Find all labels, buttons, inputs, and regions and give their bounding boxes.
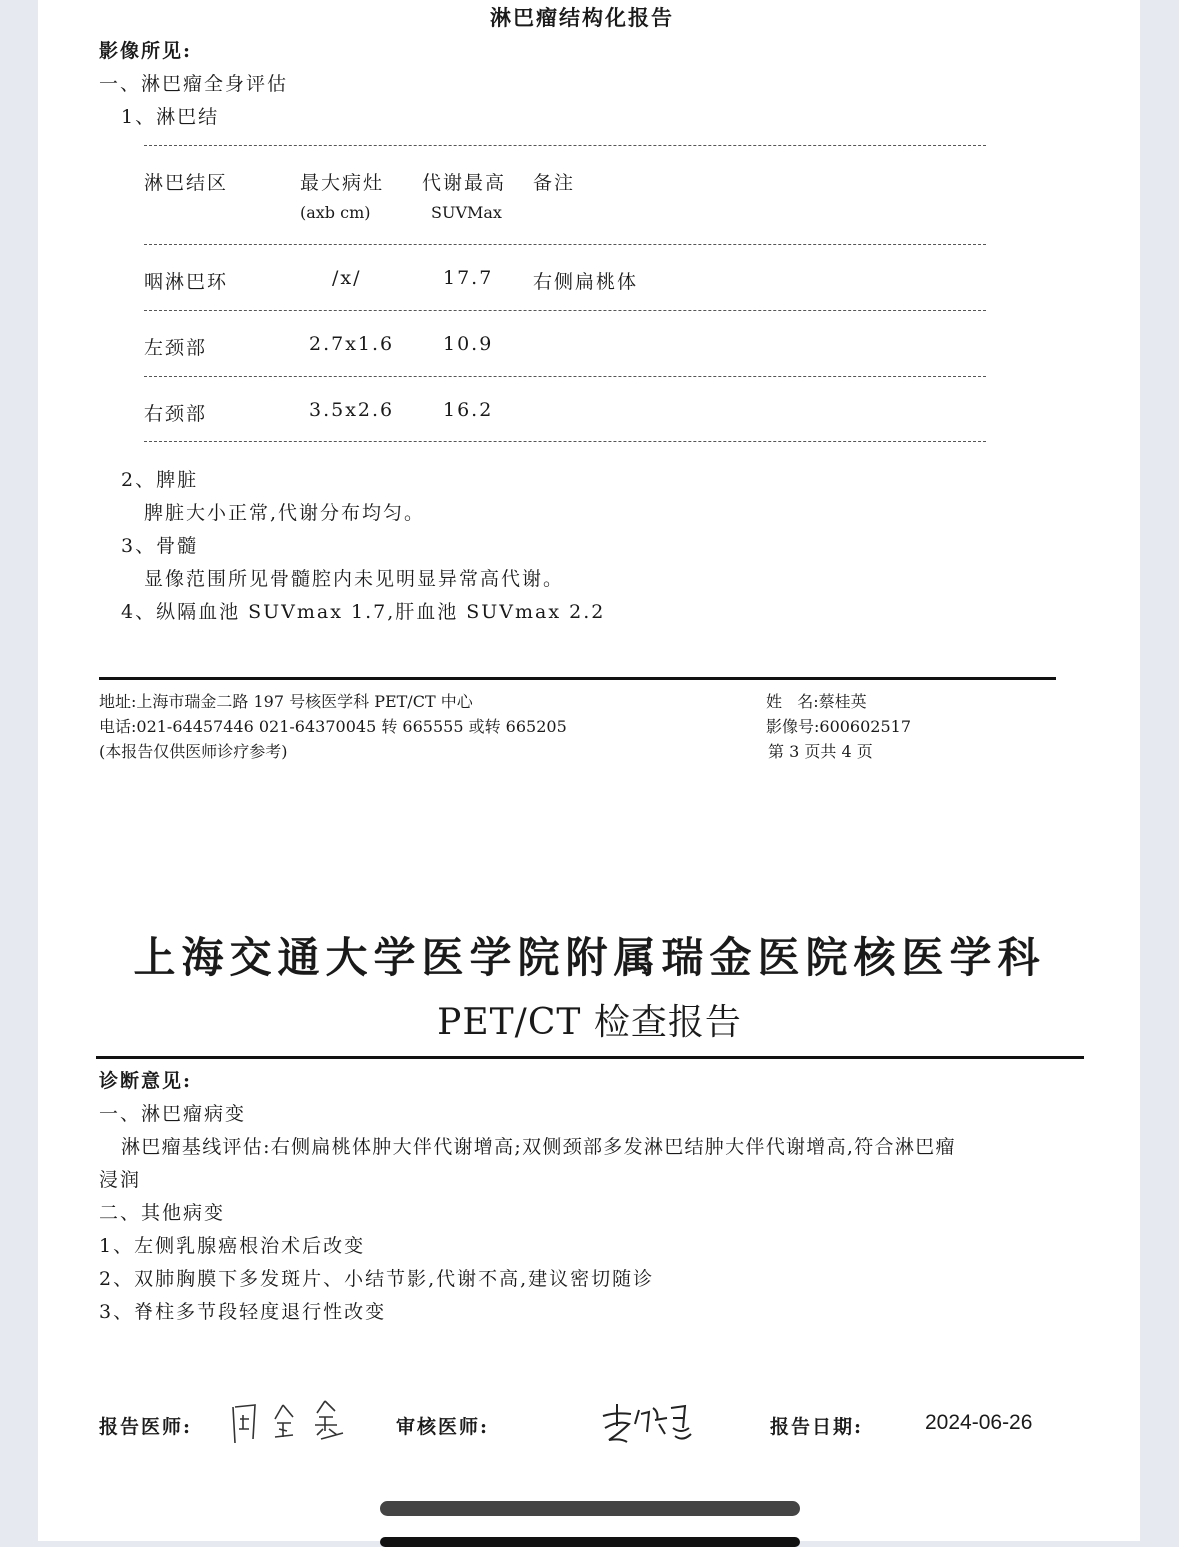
footer-disclaimer: (本报告仅供医师诊疗参考) (99, 742, 288, 761)
table-header-size: 最大病灶 (300, 172, 385, 194)
diagnosis-line: 淋巴瘤基线评估:右侧扁桃体肿大伴代谢增高;双侧颈部多发淋巴结肿大伴代谢增高,符合淋巴瘤 (121, 1136, 956, 1158)
diagnosis-line: 二、其他病变 (99, 1202, 226, 1224)
table-divider (144, 145, 986, 146)
table-cell-suv: 16.2 (443, 399, 494, 421)
report-date-label: 报告日期: (770, 1416, 864, 1438)
section-title: 淋巴瘤结构化报告 (490, 5, 674, 30)
diagnosis-line: 3、脊柱多节段轻度退行性改变 (99, 1301, 387, 1323)
table-divider (144, 244, 986, 245)
diagnosis-label: 诊断意见: (99, 1070, 193, 1092)
diagnosis-line: 1、左侧乳腺癌根治术后改变 (99, 1235, 366, 1257)
table-cell-suv: 10.9 (443, 333, 494, 355)
header-rule (96, 1056, 1084, 1059)
report-title: PET/CT 检查报告 (437, 1002, 742, 1043)
part1-title: 一、淋巴瘤全身评估 (99, 73, 289, 95)
item4-text: 4、纵隔血池 SUVmax 1.7,肝血池 SUVmax 2.2 (121, 601, 606, 623)
table-cell-region: 咽淋巴环 (144, 271, 229, 293)
table-cell-size: 3.5x2.6 (309, 399, 395, 421)
hospital-name: 上海交通大学医学院附属瑞金医院核医学科 (133, 933, 1046, 982)
footer-phone: 电话:021-64457446 021-64370045 转 665555 或转 665205 (99, 717, 567, 736)
footer-address: 地址:上海市瑞金二路 197 号核医学科 PET/CT 中心 (99, 692, 473, 711)
table-cell-region: 左颈部 (144, 337, 208, 359)
report-date: 2024-06-26 (925, 1411, 1033, 1434)
diagnosis-line: 一、淋巴瘤病变 (99, 1103, 247, 1125)
item2-title: 2、脾脏 (121, 469, 199, 491)
table-divider (144, 441, 986, 442)
table-header-size-unit: (axb cm) (300, 203, 371, 222)
next-page-edge (380, 1537, 800, 1547)
table-cell-size: 2.7x1.6 (309, 333, 395, 355)
reviewing-doctor-label: 审核医师: (396, 1416, 490, 1438)
footer-rule (99, 677, 1056, 680)
table-divider (144, 376, 986, 377)
scroll-indicator[interactable] (380, 1501, 800, 1516)
reviewing-doctor-signature (595, 1398, 695, 1448)
table-cell-region: 右颈部 (144, 403, 208, 425)
diagnosis-line: 2、双肺胸膜下多发斑片、小结节影,代谢不高,建议密切随诊 (99, 1268, 655, 1290)
findings-label: 影像所见: (99, 40, 193, 62)
table-cell-suv: 17.7 (443, 267, 494, 289)
table-divider (144, 310, 986, 311)
table-header-region: 淋巴结区 (144, 172, 229, 194)
footer-page-number: 第 3 页共 4 页 (768, 742, 873, 761)
table-cell-note: 右侧扁桃体 (533, 271, 639, 293)
table-header-suv-unit: SUVMax (431, 203, 502, 222)
reporting-doctor-signature (225, 1395, 355, 1450)
diagnosis-line: 浸润 (99, 1169, 142, 1191)
item1-title: 1、淋巴结 (121, 106, 220, 128)
footer-image-number: 影像号:600602517 (766, 717, 912, 736)
item2-text: 脾脏大小正常,代谢分布均匀。 (144, 502, 426, 524)
reporting-doctor-label: 报告医师: (99, 1416, 193, 1438)
item3-title: 3、骨髓 (121, 535, 199, 557)
table-header-note: 备注 (533, 172, 576, 194)
table-header-suv: 代谢最高 (422, 172, 507, 194)
footer-patient-name: 姓 名:蔡桂英 (766, 692, 867, 711)
item3-text: 显像范围所见骨髓腔内未见明显异常高代谢。 (144, 568, 565, 590)
table-cell-size: /x/ (332, 267, 362, 289)
